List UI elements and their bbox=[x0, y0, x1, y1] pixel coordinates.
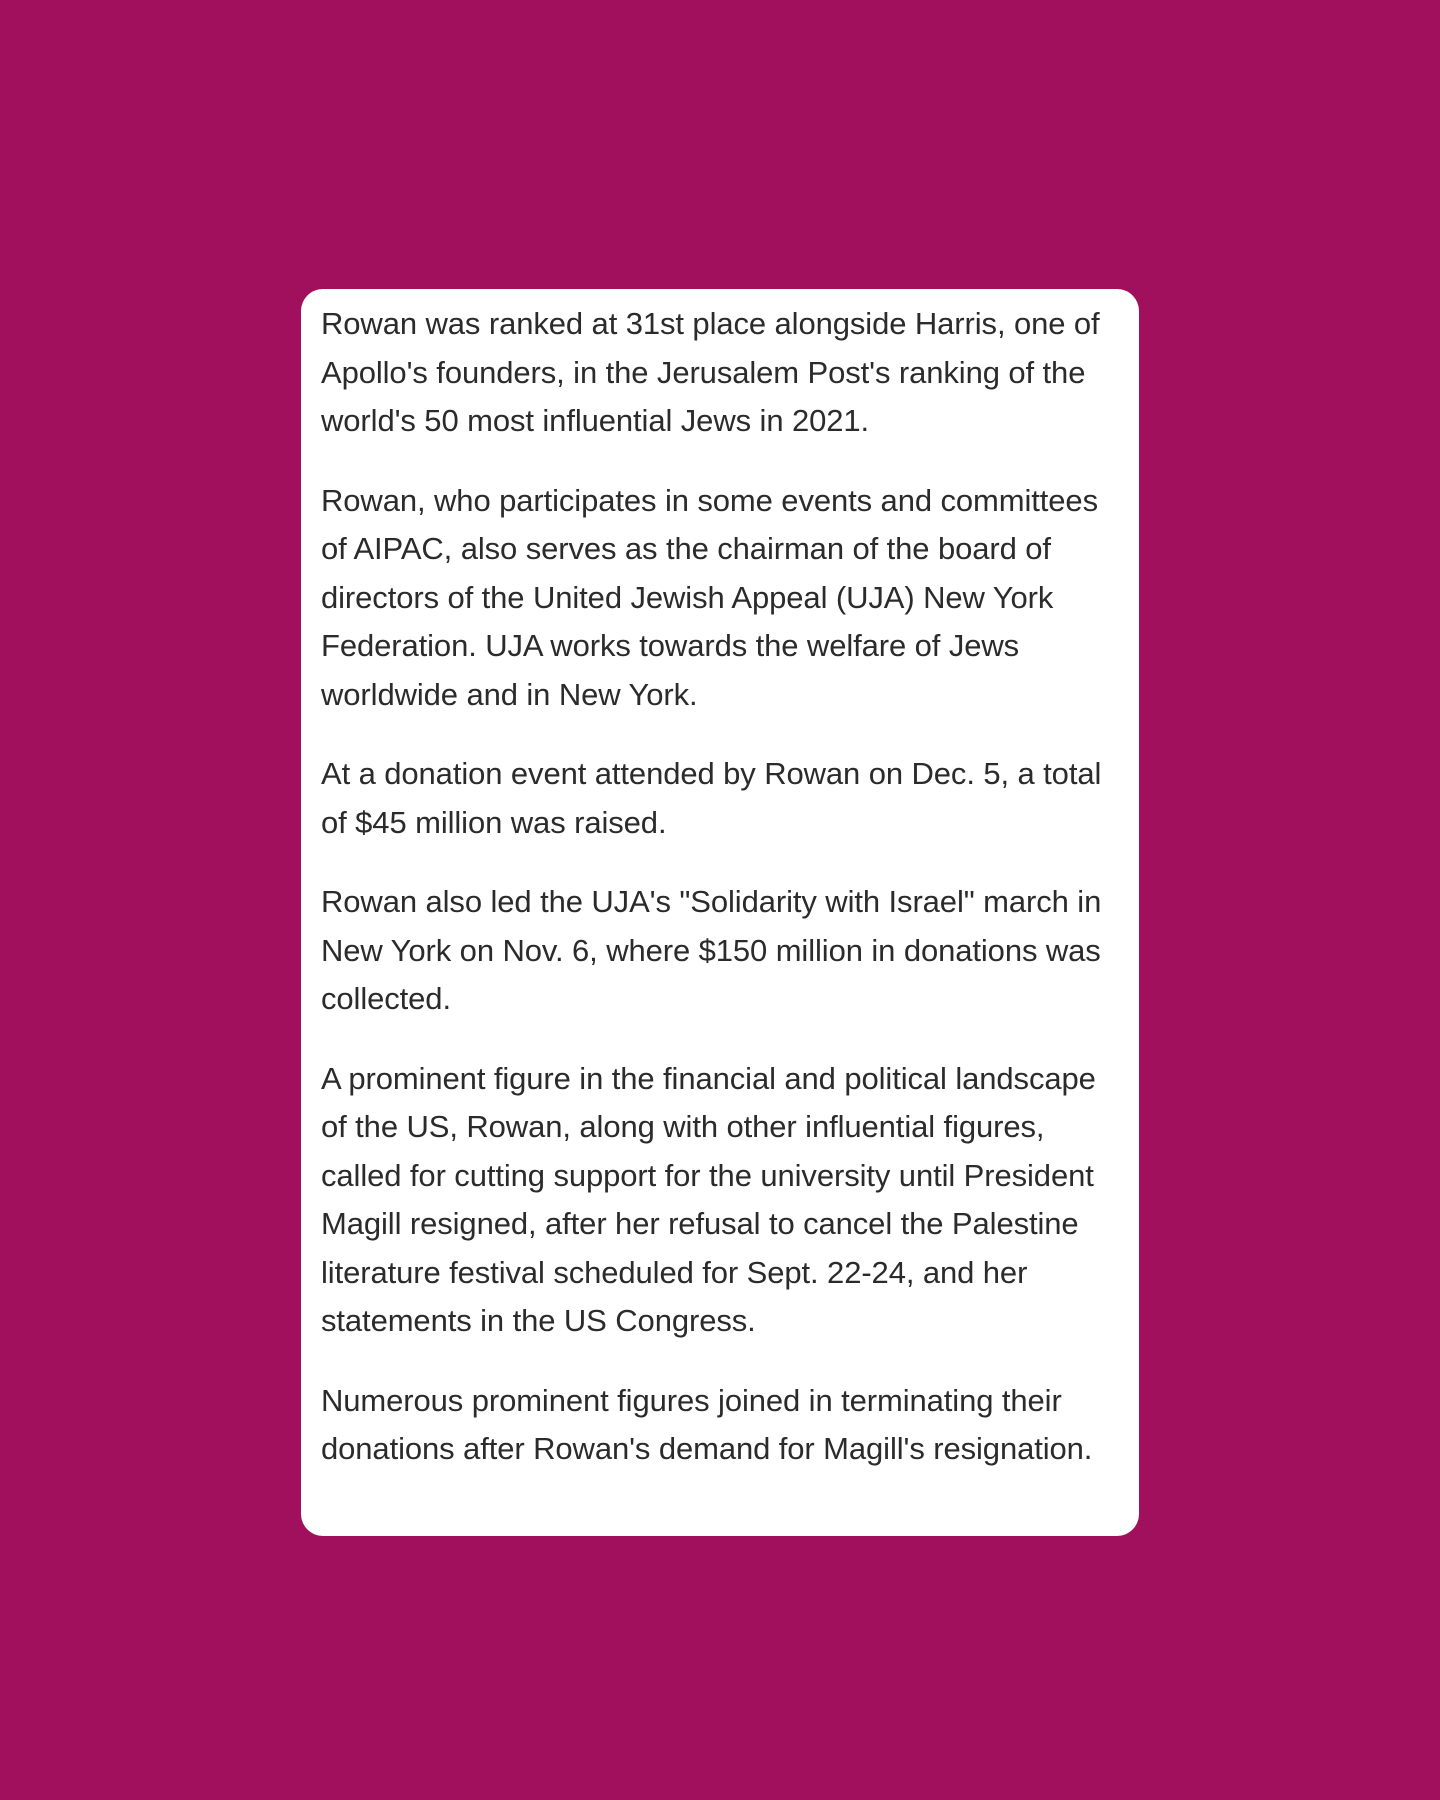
paragraph-donation-event: At a donation event attended by Rowan on Dec. 5, a total of $45 million was raised. bbox=[321, 756, 1102, 840]
paragraph-donations-terminated: Numerous prominent figures joined in terminating their donations after Rowan's demand for Magill's resignation. bbox=[321, 1382, 1093, 1466]
paragraph-support-cut: A prominent figure in the financial and political landscape of the US, Rowan, along with other influential figures, called for cutting support for the university until President Magill resigned, after her refusal to cancel the Palestine literature festival scheduled for Sept. 22-24, and her statements in the US Congress. bbox=[321, 1060, 1096, 1338]
paragraph-solidarity-march: Rowan also led the UJA's "Solidarity with Israel" march in New York on Nov. 6, where $150 million in donations was collected. bbox=[321, 884, 1102, 1016]
article-card bbox=[301, 289, 1139, 1536]
paragraph-uja-chairman: Rowan, who participates in some events and committees of AIPAC, also serves as the chairman of the board of directors of the United Jewish Appeal (UJA) New York Federation. UJA works towards the welfare of Jews worldwide and in New York. bbox=[321, 482, 1098, 712]
paragraph-ranking: Rowan was ranked at 31st place alongside Harris, one of Apollo's founders, in the Jerusalem Post's ranking of the world's 50 most influential Jews in 2021. bbox=[321, 306, 1100, 438]
